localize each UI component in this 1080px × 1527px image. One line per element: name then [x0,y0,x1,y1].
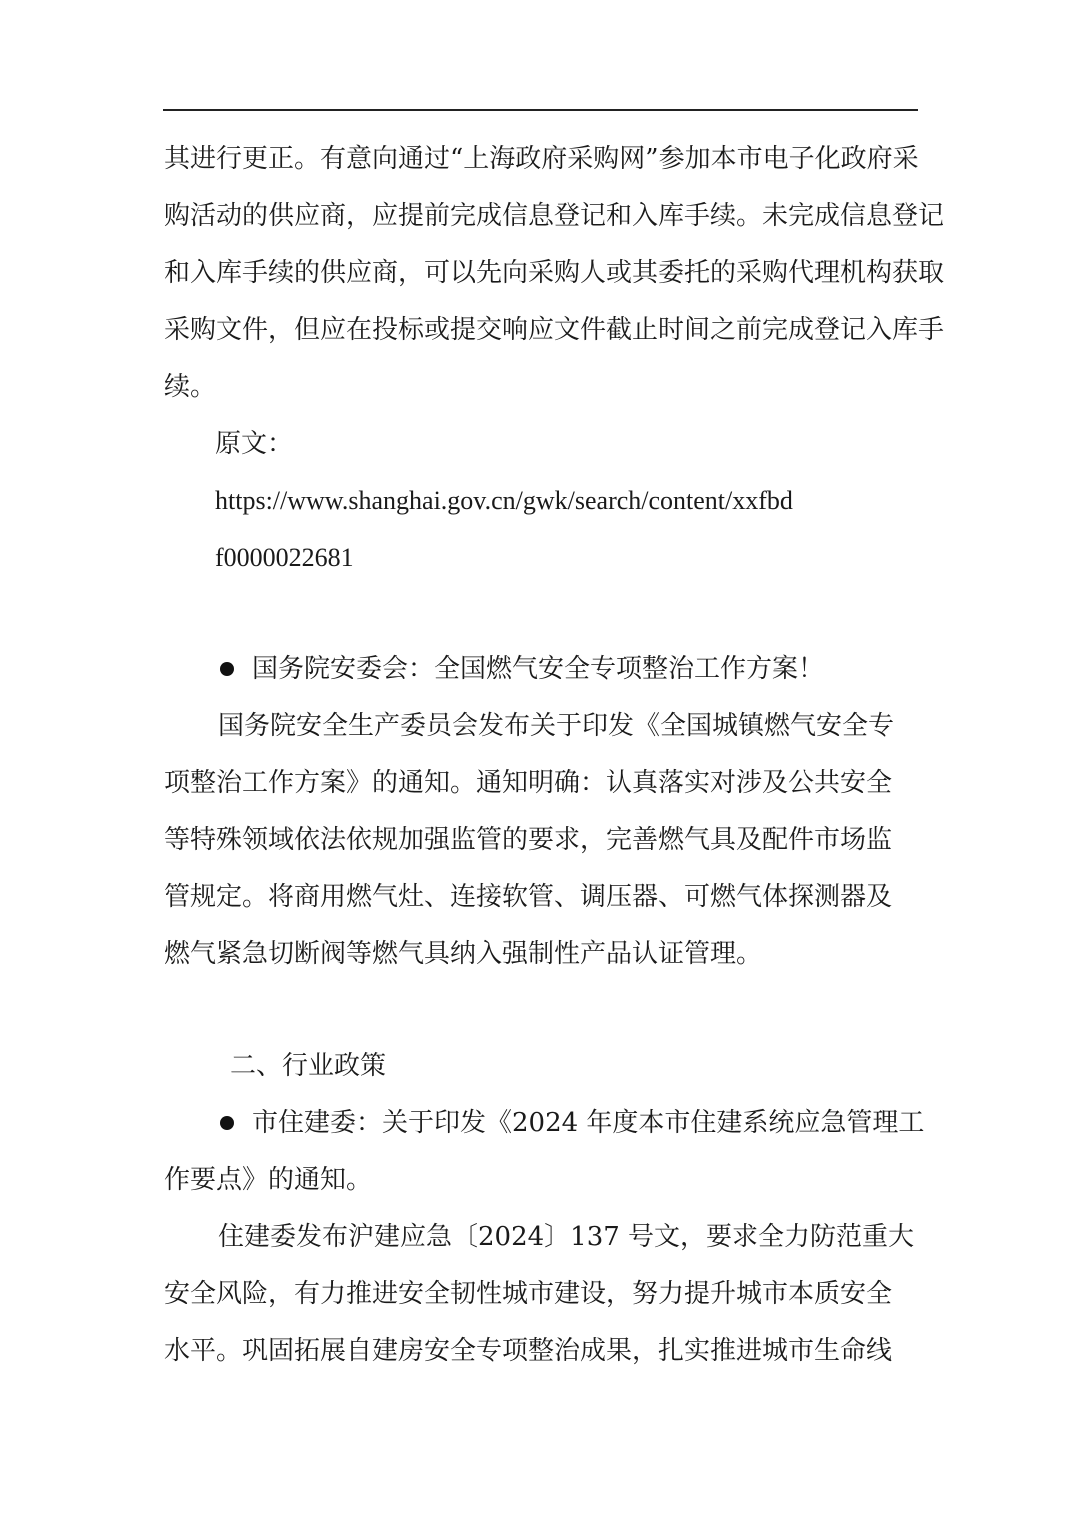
body-text-line: 国务院安全生产委员会发布关于印发《全国城镇燃气安全专 [218,711,895,741]
body-text-line: 采购文件，但应在投标或提交响应文件截止时间之前完成登记入库手 [164,315,945,345]
body-text-line: 燃气紧急切断阀等燃气具纳入强制性产品认证管理。 [164,939,763,969]
body-text-line: 其进行更正。有意向通过“上海政府采购网”参加本市电子化政府采 [164,144,919,174]
source-label: 原文： [215,429,294,459]
source-url[interactable]: f0000022681 [215,543,354,572]
bullet-heading: 作要点》的通知。 [164,1165,373,1195]
bullet-heading: 国务院安委会：全国燃气安全专项整治工作方案！ [252,654,825,684]
body-text-line: 续。 [164,372,217,402]
bullet-heading: 市住建委：关于印发《2024 年度本市住建系统应急管理工 [252,1108,925,1138]
body-text-line: 管规定。将商用燃气灶、连接软管、调压器、可燃气体探测器及 [164,882,893,912]
body-text-line: 项整治工作方案》的通知。通知明确：认真落实对涉及公共安全 [164,768,893,798]
source-url[interactable]: https://www.shanghai.gov.cn/gwk/search/content/xxfbd [215,486,793,515]
bullet-dot [220,662,234,676]
body-text-line: 购活动的供应商，应提前完成信息登记和入库手续。未完成信息登记 [164,201,945,231]
header-rule [163,109,918,111]
body-text-line: 和入库手续的供应商，可以先向采购人或其委托的采购代理机构获取 [164,258,945,288]
body-text-line: 等特殊领域依法依规加强监管的要求，完善燃气具及配件市场监 [164,825,893,855]
body-text-line: 水平。巩固拓展自建房安全专项整治成果，扎实推进城市生命线 [164,1336,893,1366]
section-heading: 二、行业政策 [230,1051,387,1081]
body-text-line: 安全风险，有力推进安全韧性城市建设，努力提升城市本质安全 [164,1279,893,1309]
body-text-line: 住建委发布沪建应急〔2024〕137 号文，要求全力防范重大 [218,1222,915,1252]
bullet-dot [220,1116,234,1130]
